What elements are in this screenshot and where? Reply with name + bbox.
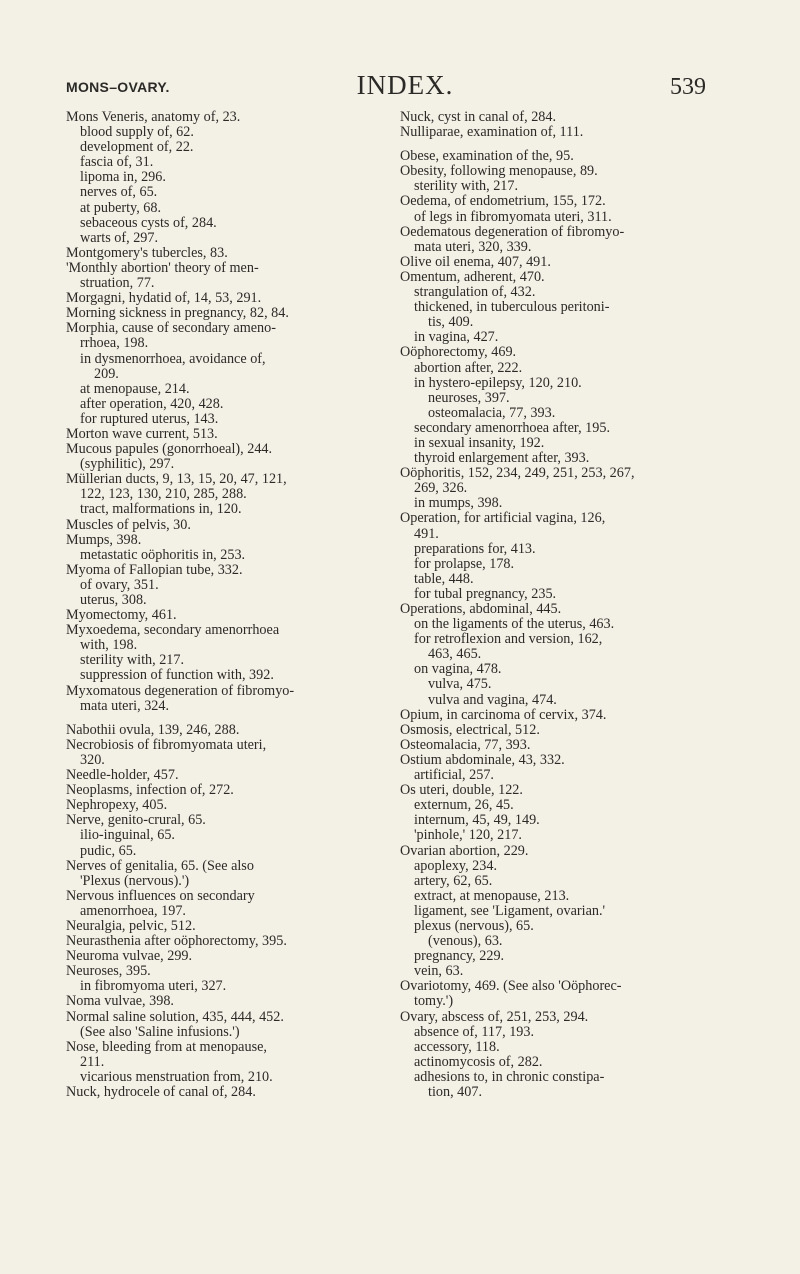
- index-entry-line: 491.: [414, 525, 439, 542]
- index-entry-line: Morton wave current, 513.: [66, 425, 218, 442]
- index-entry-line: artificial, 257.: [414, 767, 494, 784]
- index-entry-line: Nervous influences on secondary: [66, 887, 255, 904]
- index-entry-line: Obese, examination of the, 95.: [400, 148, 574, 165]
- index-entry-line: Nulliparae, examination of, 111.: [400, 124, 584, 141]
- index-entry-line: Oedematous degeneration of fibromyo-: [400, 223, 625, 240]
- index-entry-line: vein, 63.: [414, 963, 464, 980]
- index-entry-line: (venous), 63.: [428, 933, 503, 950]
- index-entry-line: osteomalacia, 77, 393.: [428, 404, 556, 421]
- index-entry-line: artery, 62, 65.: [414, 872, 493, 889]
- index-entry-line: for ruptured uterus, 143.: [80, 410, 219, 427]
- index-entry-line: development of, 22.: [80, 139, 194, 156]
- index-entry-line: strangulation of, 432.: [414, 284, 536, 301]
- index-entry-line: Neuroses, 395.: [66, 963, 151, 980]
- index-entry-line: vulva and vagina, 474.: [428, 691, 557, 708]
- index-entry-line: 320.: [80, 751, 105, 768]
- index-entry-line: for tubal pregnancy, 235.: [414, 585, 557, 602]
- index-entry-line: Oöphorectomy, 469.: [400, 344, 517, 361]
- index-entry-line: mata uteri, 320, 339.: [414, 238, 532, 255]
- index-entry-line: in vagina, 427.: [414, 329, 499, 346]
- index-entry-line: table, 448.: [414, 570, 474, 587]
- index-entry-line: Necrobiosis of fibromyomata uteri,: [66, 736, 267, 753]
- index-entry-line: in mumps, 398.: [414, 495, 503, 512]
- index-entry-line: actinomycosis of, 282.: [414, 1053, 543, 1070]
- index-entry-line: Myomectomy, 461.: [66, 607, 177, 624]
- index-entry-line: Nabothii ovula, 139, 246, 288.: [66, 721, 240, 738]
- index-entry-line: at puberty, 68.: [80, 199, 162, 216]
- index-entry-line: suppression of function with, 392.: [80, 667, 274, 684]
- index-entry-line: Noma vulvae, 398.: [66, 993, 174, 1010]
- index-entry-line: pregnancy, 229.: [414, 948, 505, 965]
- index-column-right: [400, 110, 738, 1100]
- index-entry-line: ilio-inguinal, 65.: [80, 827, 175, 844]
- index-entry-line: Morgagni, hydatid of, 14, 53, 291.: [66, 290, 262, 307]
- index-entry-line: 211.: [80, 1053, 105, 1070]
- index-entry-line: tract, malformations in, 120.: [80, 501, 242, 518]
- index-entry-line: blood supply of, 62.: [80, 124, 194, 141]
- index-entry-line: Operation, for artificial vagina, 126,: [400, 510, 606, 527]
- index-entry-line: sterility with, 217.: [80, 652, 185, 669]
- index-entry-line: internum, 45, 49, 149.: [414, 812, 540, 829]
- index-entry-line: Nuck, cyst in canal of, 284.: [400, 109, 557, 125]
- index-entry-line: Olive oil enema, 407, 491.: [400, 253, 551, 270]
- index-entry-line: ligament, see 'Ligament, ovarian.': [414, 902, 606, 919]
- index-entry-line: plexus (nervous), 65.: [414, 917, 534, 934]
- index-entry-line: Normal saline solution, 435, 444, 452.: [66, 1008, 284, 1025]
- index-entry-line: of legs in fibromyomata uteri, 311.: [414, 208, 612, 225]
- index-entry-line: accessory, 118.: [414, 1038, 500, 1055]
- index-entry-line: secondary amenorrhoea after, 195.: [414, 419, 610, 436]
- index-entry-line: Nose, bleeding from at menopause,: [66, 1038, 267, 1055]
- index-entry-line: Myoma of Fallopian tube, 332.: [66, 561, 243, 578]
- index-entry-line: tion, 407.: [428, 1084, 482, 1100]
- index-entry-line: struation, 77.: [80, 275, 155, 292]
- index-entry-line: Nerve, genito-crural, 65.: [66, 812, 206, 829]
- index-entry-line: nerves of, 65.: [80, 184, 158, 201]
- index-entry-line: Osteomalacia, 77, 393.: [400, 736, 531, 753]
- index-entry-line: Ostium abdominale, 43, 332.: [400, 751, 565, 768]
- index-entry-line: Nerves of genitalia, 65. (See also: [66, 857, 254, 874]
- index-entry-line: abortion after, 222.: [414, 359, 523, 376]
- index-entry-line: sterility with, 217.: [414, 178, 519, 195]
- index-entry-line: Nuck, hydrocele of canal of, 284.: [66, 1084, 256, 1100]
- index-entry-line: extract, at menopause, 213.: [414, 887, 570, 904]
- index-entry-line: for prolapse, 178.: [414, 555, 515, 572]
- index-entry-line: on the ligaments of the uterus, 463.: [414, 616, 615, 633]
- index-entry-line: Ovary, abscess of, 251, 253, 294.: [400, 1008, 589, 1025]
- index-entry-line: fascia of, 31.: [80, 154, 154, 171]
- index-entry-line: 'Monthly abortion' theory of men-: [66, 259, 259, 276]
- index-entry-line: vicarious menstruation from, 210.: [80, 1068, 273, 1085]
- index-entry-line: Operations, abdominal, 445.: [400, 601, 562, 617]
- index-entry-line: with, 198.: [80, 637, 138, 654]
- index-entry-line: Neoplasms, infection of, 272.: [66, 782, 234, 799]
- index-entry-line: Needle-holder, 457.: [66, 767, 179, 784]
- index-entry-line: in hystero-epilepsy, 120, 210.: [414, 374, 582, 391]
- index-entry-line: uterus, 308.: [80, 592, 147, 608]
- index-entry-line: tomy.'): [414, 993, 454, 1010]
- index-entry-line: Omentum, adherent, 470.: [400, 268, 545, 285]
- index-entry-line: 269, 326.: [414, 480, 468, 497]
- index-entry-line: 'Plexus (nervous).'): [80, 872, 190, 889]
- index-entry-line: 463, 465.: [428, 646, 482, 663]
- index-entry-line: Mucous papules (gonorrhoeal), 244.: [66, 441, 273, 458]
- index-entry-line: 122, 123, 130, 210, 285, 288.: [80, 486, 247, 503]
- index-entry-line: Morphia, cause of secondary ameno-: [66, 320, 276, 337]
- running-head-title: INDEX.: [356, 70, 454, 100]
- index-entry-line: Ovariotomy, 469. (See also 'Oöphorec-: [400, 978, 622, 995]
- index-entry-line: tis, 409.: [428, 314, 474, 331]
- index-entry-line: on vagina, 478.: [414, 661, 502, 678]
- index-entry-line: thyroid enlargement after, 393.: [414, 450, 590, 467]
- index-entry-line: Muscles of pelvis, 30.: [66, 516, 191, 533]
- index-entry-line: in dysmenorrhoea, avoidance of,: [80, 350, 266, 367]
- index-entry-line: externum, 26, 45.: [414, 797, 514, 814]
- index-entry-line: Myxoedema, secondary amenorrhoea: [66, 622, 280, 639]
- index-entry-line: of ovary, 351.: [80, 576, 159, 593]
- index-entry-line: Osmosis, electrical, 512.: [400, 721, 540, 738]
- index-entry-line: Neuroma vulvae, 299.: [66, 948, 193, 965]
- index-entry-line: Neurasthenia after oöphorectomy, 395.: [66, 933, 287, 950]
- index-entry-line: Oöphoritis, 152, 234, 249, 251, 253, 267,: [400, 465, 635, 482]
- index-entry-line: (See also 'Saline infusions.'): [80, 1023, 240, 1040]
- index-entry-line: Neuralgia, pelvic, 512.: [66, 917, 196, 934]
- index-entry-line: pudic, 65.: [80, 842, 137, 859]
- index-entry-line: 209.: [94, 365, 119, 382]
- index-entry-line: metastatic oöphoritis in, 253.: [80, 546, 246, 563]
- index-entry-line: mata uteri, 324.: [80, 697, 170, 714]
- page-number: 539: [670, 74, 706, 100]
- index-entry-line: lipoma in, 296.: [80, 169, 166, 186]
- index-entry-line: for retroflexion and version, 162,: [414, 631, 603, 648]
- index-entry-line: vulva, 475.: [428, 676, 492, 693]
- index-entry-line: 'pinhole,' 120, 217.: [414, 827, 522, 844]
- index-entry-line: after operation, 420, 428.: [80, 395, 224, 412]
- index-entry-line: neuroses, 397.: [428, 389, 510, 406]
- index-entry-line: Opium, in carcinoma of cervix, 374.: [400, 706, 607, 723]
- index-entry-line: amenorrhoea, 197.: [80, 902, 186, 919]
- index-entry-line: thickened, in tuberculous peritoni-: [414, 299, 610, 316]
- index-entry-line: Mons Veneris, anatomy of, 23.: [66, 109, 241, 125]
- index-column-left: [66, 110, 404, 1100]
- index-entry-line: absence of, 117, 193.: [414, 1023, 535, 1040]
- index-entry-line: Myxomatous degeneration of fibromyo-: [66, 682, 295, 699]
- index-entry-line: Nephropexy, 405.: [66, 797, 168, 814]
- index-entry-line: warts of, 297.: [80, 229, 159, 246]
- index-entry-line: in fibromyoma uteri, 327.: [80, 978, 227, 995]
- index-entry-line: Mumps, 398.: [66, 531, 142, 548]
- index-entry-line: Os uteri, double, 122.: [400, 782, 523, 799]
- index-entry-line: (syphilitic), 297.: [80, 456, 175, 473]
- index-entry-line: sebaceous cysts of, 284.: [80, 214, 217, 231]
- index-entry-line: in sexual insanity, 192.: [414, 434, 545, 451]
- index-entry-line: rrhoea, 198.: [80, 335, 149, 352]
- index-entry-line: Ovarian abortion, 229.: [400, 842, 529, 859]
- index-entry-line: Oedema, of endometrium, 155, 172.: [400, 193, 606, 210]
- index-entry-line: Morning sickness in pregnancy, 82, 84.: [66, 305, 289, 322]
- index-entry-line: Müllerian ducts, 9, 13, 15, 20, 47, 121,: [66, 471, 287, 488]
- running-head-range: MONS–OVARY.: [66, 79, 170, 95]
- index-entry-line: Obesity, following menopause, 89.: [400, 163, 598, 180]
- index-entry-line: preparations for, 413.: [414, 540, 536, 557]
- index-entry-line: at menopause, 214.: [80, 380, 190, 397]
- index-entry-line: Montgomery's tubercles, 83.: [66, 244, 228, 261]
- index-entry-line: apoplexy, 234.: [414, 857, 498, 874]
- index-entry-line: adhesions to, in chronic constipa-: [414, 1068, 605, 1085]
